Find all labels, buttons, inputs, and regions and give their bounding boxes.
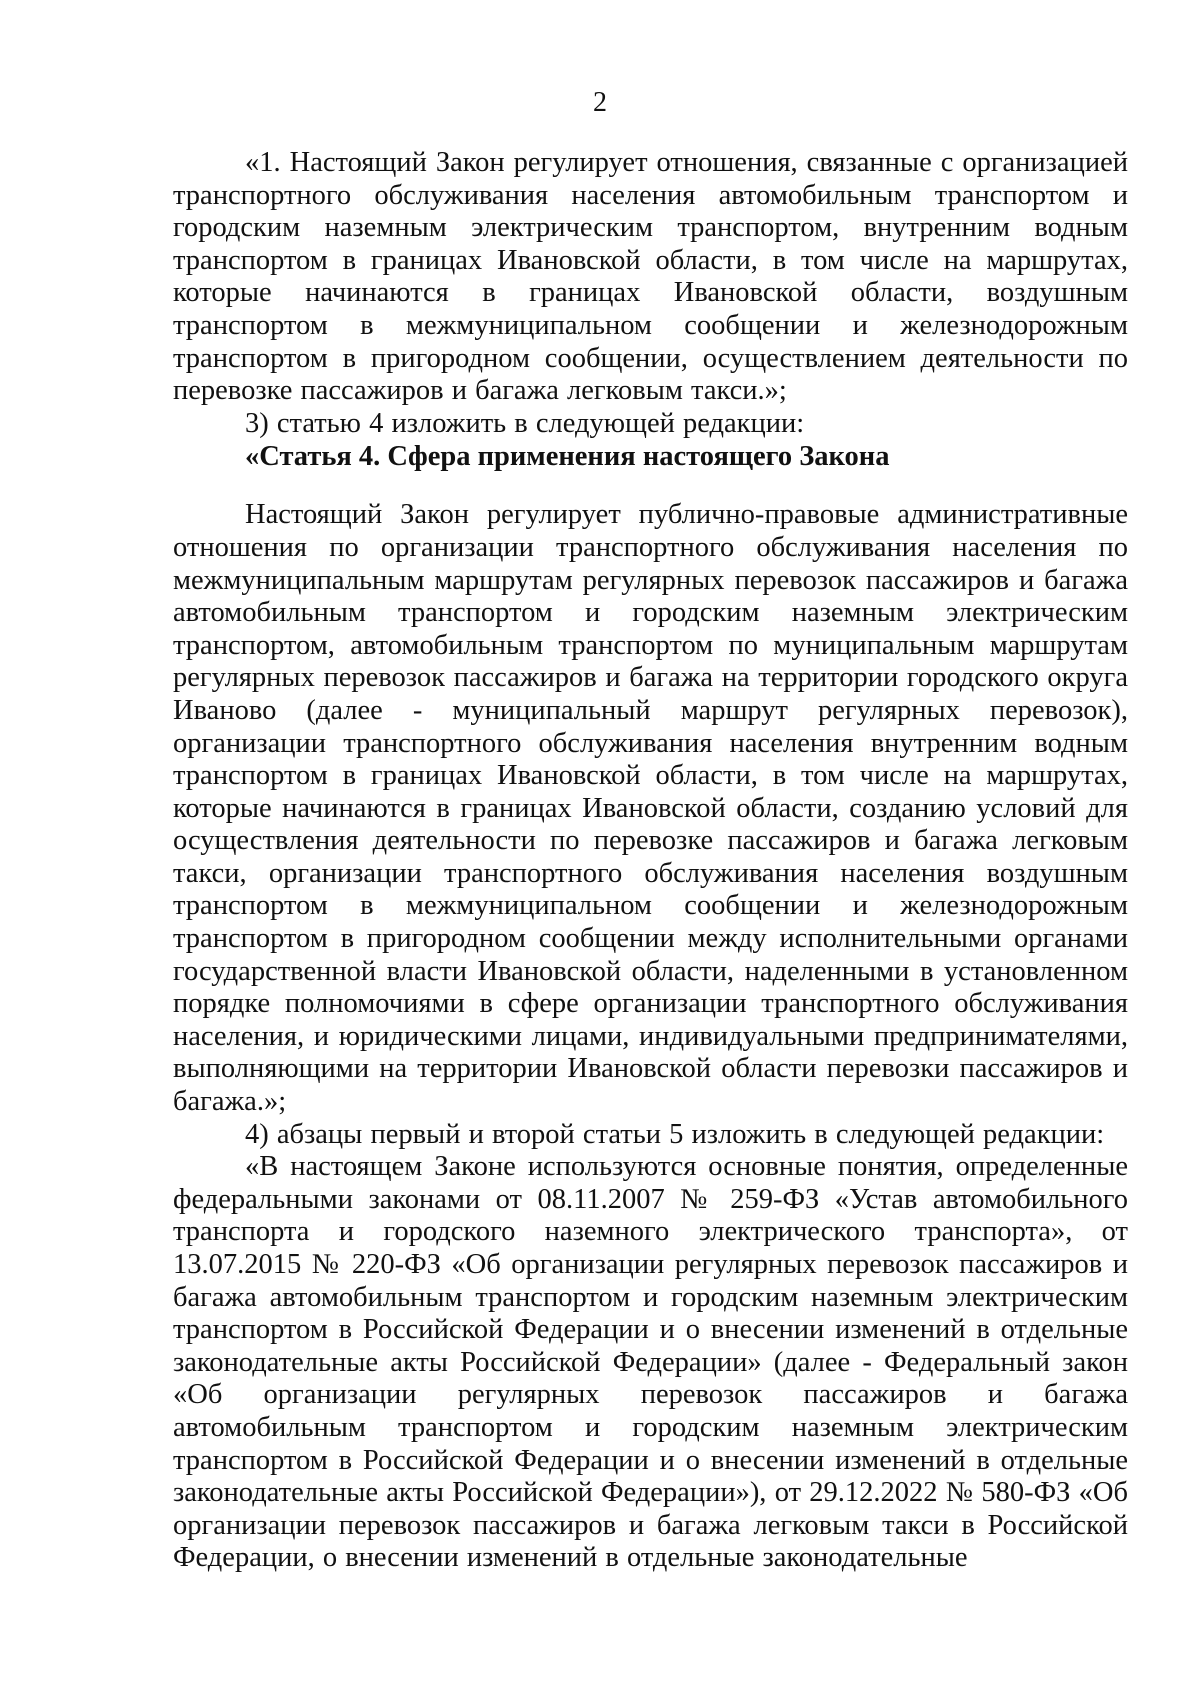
- document-body: [173, 147, 1128, 1575]
- paragraph-amendment-4: 4) абзацы первый и второй статьи 5 изложить в следующей редакции:: [245, 1118, 1105, 1150]
- paragraph-article-4-text: Настоящий Закон регулирует публично-правовые административные отношения по организации транспортного обслуживания населения по межмуниципальным маршрутам регулярных перевозок пассажиров и багажа автомобильным транспортом и городским наземным электрическим транспортом, автомобильным транспортом по муниципальным маршрутам регулярных перевозок пассажиров и багажа на территории городского округа Иваново (далее - муниципальный маршрут регулярных перевозок), организации транспортного обслуживания населения внутренним водным транспортом в границах Ивановской области, в том числе на маршрутах, которые начинаются в границах Ивановской области, созданию условий для осуществления деятельности по перевозке пассажиров и багажа легковым такси, организации транспортного обслуживания населения воздушным транспортом в межмуниципальном сообщении и железнодорожным транспортом в пригородном сообщении между исполнительными органами государственной власти Ивановской области, наделенными в установленном порядке полномочиями в сфере организации транспортного обслуживания населения, и юридическими лицами, индивидуальными предпринимателями, выполняющими на территории Ивановской области перевозки пассажиров и багажа.»;: [173, 499, 1128, 1118]
- article-4-heading: «Статья 4. Сфера применения настоящего Закона: [245, 441, 890, 473]
- paragraph-article-5-text: «В настоящем Законе используются основные понятия, определенные федеральными законами от 08.11.2007 № 259-ФЗ «Устав автомобильного транспорта и городского наземного электрического транспорта», от 13.07.2015 № 220-ФЗ «Об организации регулярных перевозок пассажиров и багажа автомобильным транспортом и городским наземным электрическим транспортом в Российской Федерации и о внесении изменений в отдельные законодательные акты Российской Федерации» (далее - Федеральный закон «Об организации регулярных перевозок пассажиров и багажа автомобильным транспортом и городским наземным электрическим транспортом в Российской Федерации и о внесении изменений в отдельные законодательные акты Российской Федерации»), от 29.12.2022 № 580-ФЗ «Об организации перевозок пассажиров и багажа легковым такси в Российской Федерации, о внесении изменений в отдельные законодательные: [173, 1151, 1128, 1574]
- paragraph-article-1-text: «1. Настоящий Закон регулирует отношения, связанные с организацией транспортного обслуживания населения автомобильным транспортом и городским наземным электрическим транспортом, внутренним водным транспортом в границах Ивановской области, в том числе на маршрутах, которые начинаются в границах Ивановской области, воздушным транспортом в межмуниципальном сообщении и железнодорожным транспортом в пригородном сообщении, осуществлением деятельности по перевозке пассажиров и багажа легковым такси.»;: [173, 147, 1128, 407]
- page-number: 2: [593, 87, 607, 118]
- paragraph-amendment-3: 3) статью 4 изложить в следующей редакции:: [245, 407, 805, 439]
